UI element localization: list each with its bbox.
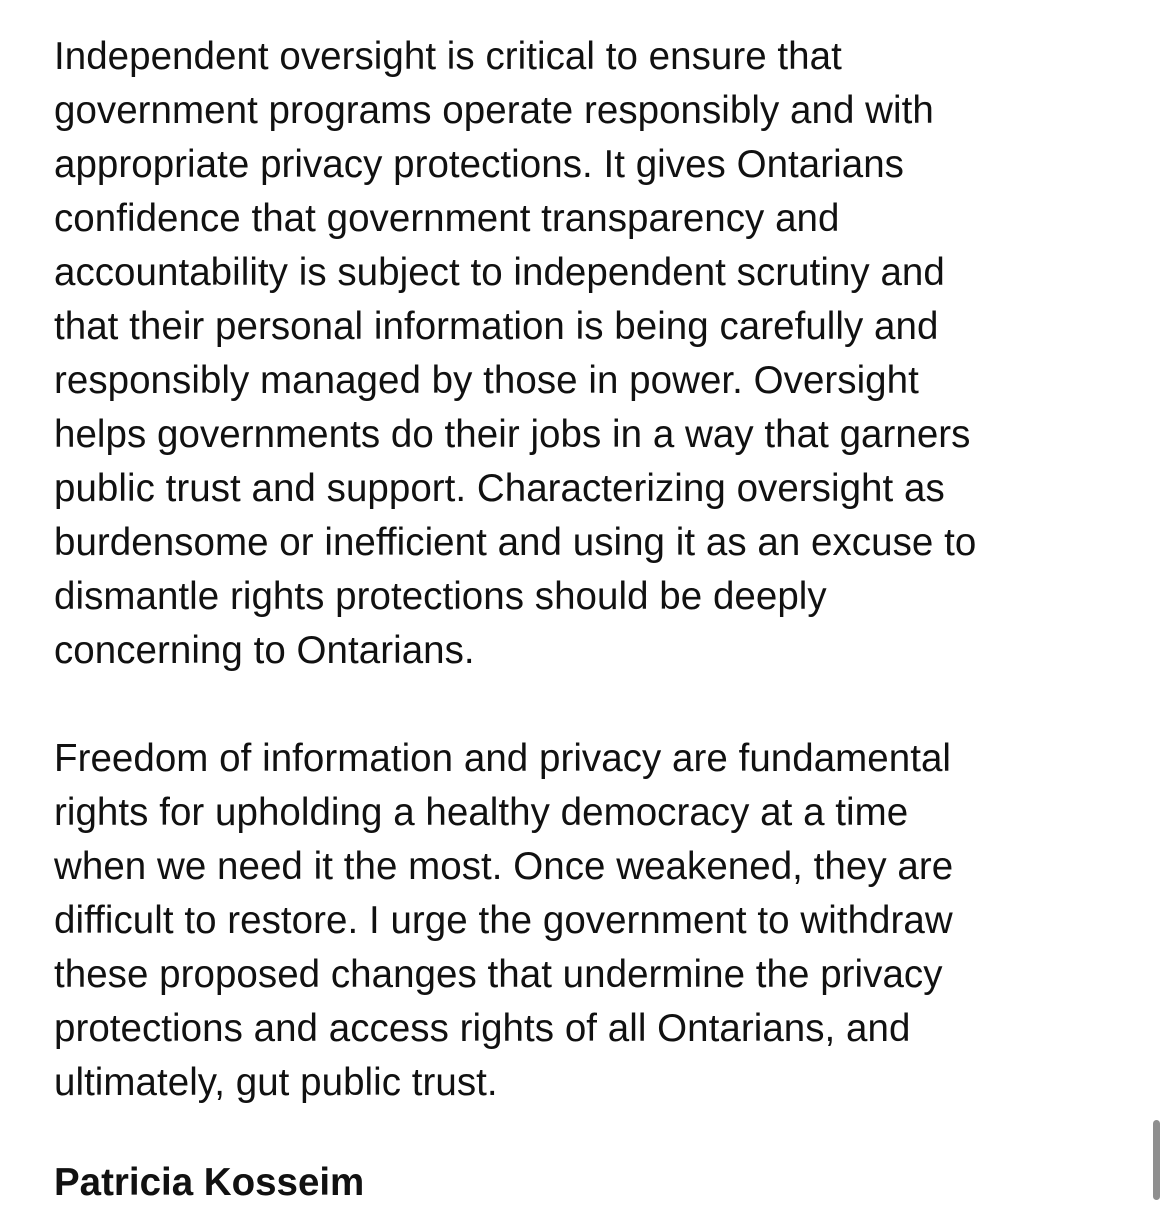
text-line: Freedom of information and privacy are fundamental	[54, 737, 952, 780]
text-line: accountability is subject to independent scrutiny and	[54, 251, 945, 294]
text-line: confidence that government transparency and	[54, 197, 840, 240]
text-line: ultimately, gut public trust.	[54, 1061, 498, 1104]
text-line: that their personal information is being carefully and	[54, 305, 939, 348]
paragraph-freedom-of-information	[54, 732, 1144, 1110]
text-line: when we need it the most. Once weakened, they are	[54, 845, 954, 888]
text-line: rights for upholding a healthy democracy at a time	[54, 791, 909, 834]
text-line: government programs operate responsibly and with	[54, 89, 934, 132]
text-line: appropriate privacy protections. It gives Ontarians	[54, 143, 904, 186]
scrollbar[interactable]	[1153, 1120, 1160, 1200]
text-line: responsibly managed by those in power. Oversight	[54, 359, 919, 402]
text-line: difficult to restore. I urge the government to withdraw	[54, 899, 953, 942]
text-line: concerning to Ontarians.	[54, 629, 475, 672]
document-body	[54, 30, 1144, 1210]
text-line: Independent oversight is critical to ensure that	[54, 35, 842, 78]
text-line: public trust and support. Characterizing oversight as	[54, 467, 945, 510]
text-line: these proposed changes that undermine the privacy	[54, 953, 943, 996]
text-line: burdensome or inefficient and using it as an excuse to	[54, 521, 977, 564]
text-line: helps governments do their jobs in a way that garners	[54, 413, 971, 456]
text-line: dismantle rights protections should be deeply	[54, 575, 827, 618]
signature: Patricia Kosseim	[54, 1161, 365, 1204]
paragraph-oversight	[54, 30, 1144, 678]
text-line: protections and access rights of all Ontarians, and	[54, 1007, 911, 1050]
